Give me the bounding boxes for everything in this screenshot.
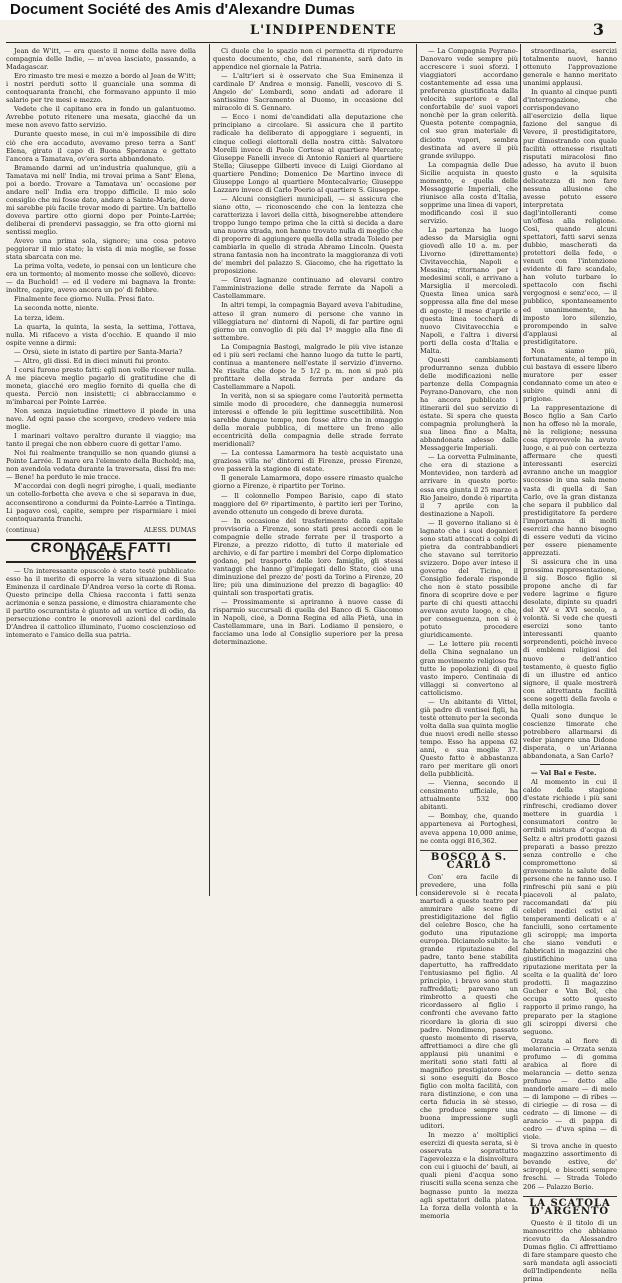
section-heading-bosco: BOSCO A S. CARLO (420, 850, 518, 870)
article-paragraph: — La contessa Lamarmora ha testè acquistato una graziosa villa ne' dintorni di Firenze, presso Firenze, ove passerà la stagione di estate. (213, 449, 403, 474)
section-heading-cronaca: CRONACA E FATTI DIVERSI (6, 539, 196, 563)
article-paragraph: — Bombay, che, quando apparteneva ai Portoghesi, aveva appena 10,000 anime, ne conta oggi 816,362. (420, 812, 518, 845)
article-paragraph: — Altro, gli dissi. Ed in dieci minuti fui pronto. (14, 356, 170, 365)
article-paragraph: — Prossimamente si apriranno à nuove casse di risparmio succursali di quella del Banco di S. Giacomo in Napoli, cioè, a Donna Regina ed alla Pietà, una in Castellammare, una in Bari. Lodiamo il pensiero, e facciamo una lode al Consiglio superiore per la presa determinazione. (213, 598, 403, 647)
article-paragraph: — Vienna, secondo il censimento ufficiale, ha attualmente 532 000 abitanti. (420, 779, 518, 812)
article-paragraph: straordinaria, esercizi totalmente nuovi, hanno ottenuto l'approvazione generale e hanno meritato unanimi applausi. (523, 47, 617, 88)
article-paragraph: In altri tempi, la compagnia Bayard aveva l'abitudine, atteso il gran numero di persone che vanno in villeggiatura ne' dintorni di Napoli, di far partire ogni giorno un convoglio di più dal 1º maggio alla fine di settembre. (213, 301, 403, 342)
article-paragraph: La prima volta, vedete, io pensai con un lenticure che era un tormento; al momento mosse che sollevò, dicevo: — da Buchold! — ed il vedere mi bagnava la fronte: inoltre, capire, avevo ancora un po' di febbre. (6, 262, 196, 295)
article-paragraph: — Le lettere più recenti della China segnalano un gran movimento religioso fra tutte le popolazioni di quel vasto impero. Centinaia di villaggi si convertono al cattolicismo. (420, 640, 518, 697)
article-paragraph: Noi fui realmente tranquillo se non quando giunsi a Pointe Larrée. Il mare era l'elemento della Buchold; ma, non avendola vedata durante la traversata, dissi fra me: — Bene! ha perduto le mie tracce. (6, 449, 196, 482)
newspaper-title: L'INDIPENDENTE (250, 23, 397, 38)
article-paragraph: La Compagnia Bastogi, malgrado le più vive istanze ed i più seri reclami che hanno luogo da tutte le parti, continua a mantenere nell'estate il servizio d'inverno. Ne risulta che dopo le 5 1/2 p. m. non si può più profittare della strada ferrata per andare da Castellammare a Napoli. (213, 342, 403, 391)
column-2 (213, 47, 403, 895)
article-paragraph: Si assicura che in una prossima rappresentazione, il sig. Bosco figlio si propone anche di far vedere lagrime e figure desolate, dipinte su quadri del XV e XVI secolo, a volontà. Si vede che questi esercizi sono tanto interessanti quanto sorprendenti, poichè invece di emblemi religiosi del nuovo e dell'antico testamento, è questo figlio di un illustre ed antico signore, il quale mostrerà con altrettanta facilità scene sogetti della favola e della mitologia. (523, 557, 617, 711)
column-3 (420, 47, 518, 1220)
article-paragraph: Durante questo mese, in cui m'è impossibile di dire ciò che era accaduto, avevamo preso terra a Sant' Elena, girato il capo di Buona Speranza e gettato l'ancora a Tamatava, ov'era sorta abbandonato. (6, 130, 196, 163)
page-number: 3 (592, 20, 604, 39)
article-paragraph: — Un interessante opuscolo è stato testè pubblicato: esso ha il merito di esporre la vera situazione di Sua Eminenza il cardinale D'Andrea verso la corte di Roma. Questo principe della Chiesa racconta i fatti senza acrimonia e senza passione, e dimostra chiaramente che il partito oscurantista è giunto ad un vertice di odio, da persecuzione contro le onorevoli azioni del cardinale D'Andrea il cattolico illuminato, l'uomo coscienzioso ed intemerato e l'amico della sua patria. (6, 566, 196, 640)
section-heading-scatola: LA SCATOLA D'ARGENTO (523, 1196, 617, 1216)
masthead (0, 20, 622, 42)
article-paragraph: In verità, non si sa spiegare come l'autorità permetta simile modo di procedere, che danneggia numerosi interessi e offende le più legittime suscettibilità. Non sarebbe dunque tempo, non fosse altro che in omaggio della morale pubblica, di mettere un freno alle eccentricità della compagnia delle strade ferrate meridionali? (213, 391, 403, 449)
article-paragraph: — Il colonnello Pompeo Barisio, capo di stato maggiore del 6º ripartimento, è partito ieri per Torino, avendo ottenuto un congedo di breve durata. (213, 491, 403, 516)
article-paragraph: La compagnia delle Due Sicilie acquista in questo momento, e quella delle Messaggerie Imperiali, che riunisce alla costa d'Italia, sopprime una linea di vapori, modificando così il suo servizio. (420, 160, 518, 225)
article-paragraph: Non siamo più, fortunatamente, al tempo in cui bastava di essere libero muratore per esser condannato come un ateo e subire quindi anni di prigione. (523, 346, 617, 404)
article-paragraph: — La corvetta Fulminante, che era di stazione a Montevideo, non tarderà ad arrivare in questo porto: essa era giunta il 25 marzo a Rio Janeiro, donde è ripartita il 7 aprile con la destinazione a Napoli. (420, 453, 518, 518)
article-paragraph: La rappresentazione di Bosco figlio a San Carlo non ha offeso nè la morale, nè la religione; nessuna cosa riprovevole ha avuto luogo, e ai può con certezza affermare che questi interessanti esercizi avranno anche un maggior successo in una sala meno vasta di quella di San Carlo, ove la gran distanza che separa il pubblico dal prestidigitatore fa perdere l'importanza di molti esercizi che hanno bisogno di essere veduti da vicino per essere pienamente apprezzati. (523, 404, 617, 557)
article-paragraph: Jean de W'itt, — era questo il nome della nave della compagnia delle Indie, — m'avea lasciato, passando, a Madagascar. (6, 47, 196, 72)
article-paragraph: Al momento in cui il caldo della stagione d'estate richiede i più sani rinfreschi, crediamo dover mettere in guardia i consumatori contro le orribili mistura d'acqua di Seltz e altri prodotti gazosi preparati a basso prezzo senza controllo e che compromettono si gravemente la salute delle persone che ne fanno uso. I rinfreschi più sani e più piacevoli al palato, raccomandati da' più celebri medici estivi ai temperamenti delicati e a' fanciulli, sono certamente gli sciroppi; ma importa che siano venduti e fabbricati in magazzini che giustifichino una riputazione meritata per la scelta e la qualità de' loro prodotti. Il magazzino Gucher e Van Bol, che occupa sotto questo rapporto il primo rango, ha preparato per la stagione gli sciroppi diversi che seguono. (523, 778, 617, 1036)
article-paragraph: Con' era facile di prevedere, una folla considerevole si è recata martedì a questo teatro per ammirare alle scene di prestidigitazione del figlio del celebre Bosco, che ha goduto una riputazione europea. Diciamolo subito: la grande riputazione del padre, tanto bene stabilita dapertutto, ha raffreddato l'entusiasmo pel figlio. Al principio, i bravo sono stati raffreddati; parevano un rimbrotto a questi che ricordassero al figlio i confronti che avevano fatto ricordare la gloria di suo padre. Nondimeno, passato questo momento di riserva, affrettiamoci a dire che gli applausi più unanimi e meritati sono stati fatti al magnifico prestigiatore che si sono eseguiti da Bosco figlio con molta facilità, con rara distinzione, e con una certa fiducia in sè stesso, che produce sempre una buona impressione sugli uditori. (420, 872, 518, 1131)
article-paragraph: Ci duole che lo spazio non ci permetta di riprodurre questo documento, che, del rimanente, sarà dato in appendice nel giornale la Patria. (213, 47, 403, 72)
article-paragraph: Quali sono dunque le coscienze timorate che potrebbero allarmarsi di veder piangere una Didone disperata, o un'Arianna abbandonata, a San Carlo? (523, 711, 617, 761)
article-paragraph: — In occasione del trasferimento della capitale provvisoria a Firenze, sono stati presi accordi con le compagnie delle strade ferrate per il trasporto a Firenze, a prezzo ridotto, di tutto il materiale ed archivio, e di far partire i membri del Corpo diplomatico godano, pel trasporto delle loro famiglie, gli stessi vantaggi che hanno gl'impiegati dello Stato, cioè una diminuzione del prezzo de' posti da Torino a Firenze, 20 lire; più una diminuzione del prezzo di bagaglio: 40 quintali son trasportati gratis. (213, 516, 403, 598)
article-paragraph: — Alcuni consiglieri municipali, — si assicura che siano otto, — riconoscendo che con la lentezza che caratterizza i lavori della città, bisognerebbe attendere troppo lungo tempo prima che la città si decida a dare una nuova strada, non hanno trovato nulla di meglio che di proporre di aggiungere quella della strada Toledo per cambiarla in quello di strada Abramo Lincoln. Questa strana fantasia non ha incontrato la maggioranza di voti de' membri del palazzo S. Giacomo, che ha rigettato la proposizione. (213, 194, 403, 276)
column-1 (6, 47, 196, 895)
article-paragraph: Questo è il titolo di un manoscritto che abbiamo ricevuto da Alessandro Dumas figlio. Ci affrettiamo di fare stampare questo che sarà mandata agli associati dell'Indipendente nella prima (523, 1218, 617, 1283)
column-divider (520, 44, 521, 896)
section-title-val-bal: — Val Bal e Feste. (531, 769, 597, 778)
article-paragraph: In mezzo a' moltiplici esercizi di questa serata, si è osservata soprattutto l'agevolezza e la disinvoltura con cui i giuochi de' bauli, ai quali pieni d'acqua sono riusciti sulla scena senza che bagnasse punto la mezza agli spettatori della platea. La forza della volontà e la memoria (420, 1131, 518, 1220)
divider (540, 764, 600, 765)
article-paragraph: Ero rimasto tre mesi e mezzo a bordo al Jean de W'itt; i nostri perduti sotto il guanciale una somma di centoquaranta franchi, che formavano appunto il mio salario per tre mesi e mezzo. (6, 72, 196, 105)
header-bar (0, 0, 622, 20)
article-paragraph: Non senza inquietudine rimettevo il piede in una nave. Ad ogni passo che scorgevo, credevo vedere mia moglie. (6, 407, 196, 432)
column-4 (523, 47, 617, 1283)
article-paragraph: I marinari voltavo peraltro durante il viaggio; ma tanto il pregai che non ebbero cuore di gettar l'amo. (6, 432, 196, 449)
article-paragraph: Vedete che il capitano era in fondo un galantuomo. Avrebbe potuto ritenere una mesata, giacché da un mese non avevo fatto servizio. (6, 105, 196, 130)
continua-note: (continua) (6, 525, 40, 534)
article-paragraph: — L'altr'ieri si è osservato che Sua Eminenza il cardinale D' Andrea e monsig. Fanelli, vescovo di S. Angelo de' Lombardi, sono andati ad adorare il santissimo Sacramento al Duomo, in occasione del miracolo di S. Gennaro. (213, 72, 403, 113)
article-paragraph: — La Compagnia Peyrano-Danovaro vede sempre più accrescere i suoi sforzi. I viaggiatori accordano costantemente ad essa una preferenza giustificata dalla velocità superiore e dal confortabile de' suoi vapori nonchè per la gran celerità. Questa potente compagnia, col suo gran materiale di diciotto vapori, sembra destinata ad avere il più grande sviluppo. (420, 47, 518, 160)
society-header: Document Société des Amis d'Alexandre Dumas (10, 1, 355, 18)
author-name: ALESS. DUMAS (143, 525, 196, 534)
article-paragraph: Si trova anche in questo magazzino assortimento di bevande estive, de' sciroppi, e biscotti sempre freschi. — Strada Toledo 206 — Palazzo Berio. (523, 1142, 617, 1191)
article-paragraph: Il generale Lamarmora, dopo essere rimasto qualche giorno a Firenze, è ripartito per Torino. (213, 474, 403, 491)
column-divider (416, 44, 417, 896)
article-paragraph: — Il governo italiano si è lagnato che i suoi doganieri sono stati attaccati a colpi di pietra da contrabbandieri che stavano sul territorio svizzero. Dopo aver inteso il governo del Ticino, il Consiglio federale risponde che non è stato possibile finora di scoprire dove e per parte di chi questi attacchi avevano avuto luogo, e che, per conseguenza, non si è potuto procedere giuridicamente. (420, 518, 518, 640)
article-paragraph: M'accordai con degli negri piroghe, i quali, mediante un cotello-forbetta che aveva e che si separava in due, acconsentirono a condurmi da Pointe-Larrée a Tintinga. Li pagavo così, capite, sempre per risparmiare i miei centoquaranta franchi. (6, 482, 196, 523)
column-divider (209, 44, 210, 896)
article-paragraph: In quanto al cinque punti d'interrogazione, che corrispondevano all'esercizio della lique fazione del sangue di Vevere, il prestidigitatore, pur dimostrando con quale facilità ottenesse risultati risputati miracolosi fino adesso, ha avuto il buon gusto e la squisita delicatezza di non fare nessuna allusione che avesse potuto essere interpretata dagl'intolleranti come un'offesa alla religione. Così, quando alcuni spettatori, fatti sarvi senza dubbio, mascherati da protettori della fede, e venuti con l'intenzione evidente di fare scandalo, han voluto turbare lo spettacolo con fischi vergognosi e senz'eco, — il pubblico, spontaneamente ed unanimemente, ha imposto loro silenzio, prorompendo in salve d'applausi al prestidigitatore. (523, 88, 617, 346)
article-paragraph: Finalmente fece giorno. Nulla. Presi fiato. (14, 295, 155, 304)
article-signature (6, 526, 196, 534)
article-paragraph: La quarta, la quinta, la sesta, la settima, l'ottava, nulla. Mi rifacevo a vista d'occhio. E quando il mio ospite venne a dirmi: (6, 322, 196, 347)
article-paragraph: Bramando darmi ad un'industria qualunque, giù a Tamatava mi nell' India, mi trovai prima a Sant' Elena, poi a bordo. Trovare a Tamatava un' occasione per andare nell' India era troppo difficile. Il mio solo consiglio che mi fosse dato, andare a Sainte-Marie, dove mi sarebbe più facile trovar modo di partire. Un battello doveva partire otto giorni dopo per Pointe-Larrée; deliberai di prendervi passaggio, se fra otto giorni mi sentissi meglio. (6, 163, 196, 237)
article-paragraph: Questi cambiamenti produrranno senza dubbio delle modificazioni nelle partenze della Compagnia Peyrano-Danovaro, che non ha ancora pubblicato i itinerarii del suo servizio di estate. Si spera che questa compagnia prolungherà la sua linea fino a Malta, abbandonata adesso dalle Messaggerie Imperiali. (420, 355, 518, 453)
article-paragraph: Avevo una prima sola, signore; una cosa potevo peggiorar il mio stato; la vista di mia moglie, se fosse stata sbarcata con me. (6, 237, 196, 262)
article-paragraph: I corsi furono presto fatti: egli non volle ricever nulla. A me piaceva meglio pagarlo di gratitudine che di moneta, giacché ero meglio fornito di quella che di questa. Perciò non insistetti; ci abbracciammo e m'imbarcai per Pointe Larrée. (6, 365, 196, 406)
masthead-rule (6, 42, 616, 43)
article-paragraph: La partenza ha luogo adesso da Marsiglia ogni giovedì alle 10 a. m. per Livorno (direttamente) Civitavecchia, Napoli e Messina; ritornano per i medesimi scali, e arrivano a Marsiglia il mercoledì. Questa linea unica sarà soppressa alla fine del mese di agosto; il mese d'aprile e questa linea toccherà di nuovo Civitavecchia e Napoli, e l'altra i diversi porti della costa d'Italia e Malta. (420, 226, 518, 355)
article-paragraph: — Orsù, siete in istato di partire per Santa-Maria? (14, 347, 183, 356)
article-paragraph: La seconda notte, niente. (14, 304, 99, 313)
article-paragraph: Orzata al fiore di melarancia — Orzata senza profumo — di gomma arabica al fiore di melarancia — detto senza profumo — detto alle mandorle amare — di melo — di lampone — di ribes — di ciriegie — di rosa — di cedrato — di limone — di arancio — di pappa di cedro — d'uva spina — di viole. (523, 1036, 617, 1142)
article-paragraph: La terza, idem. (14, 313, 65, 322)
article-paragraph: — Un abitante di Vittel, già padre di ventisei figli, ha testè ottenuto per la seconda volta dalla sua quinta moglie due nuovi eredi nelle stesso tempo. Esso ha appena 62 anni, e sua moglie 37. Questo fatto è abbastanza raro per meritare gli onori della pubblicità. (420, 697, 518, 779)
article-paragraph: — Gravi lagnanze continuano ad elevarsi contro l'amministrazione delle strade ferrate da Napoli a Castellammare. (213, 276, 403, 301)
article-paragraph: — Ecco i nomi de'candidati alla deputazione che principiano a circolare. Si assicura che il partito radicale ha deliberato di appoggiare i seguenti, in cinque collegi elettorali della nostra città: Salvatore Morelli invece di Paolo Cortese al quartiere Mercato; Giuseppe Fanelli invece di Antonio Ranieri al quartiere Stella; Giuseppe Gilberti invece di Luigi Giordano al quartiere Pendino; Domenico De Martino invece di Giuseppe Longo al quartiere Montecalvario; Giuseppe Lazzaro invece di Carlo Poerio al quartiere S. Giuseppe. (213, 113, 403, 194)
